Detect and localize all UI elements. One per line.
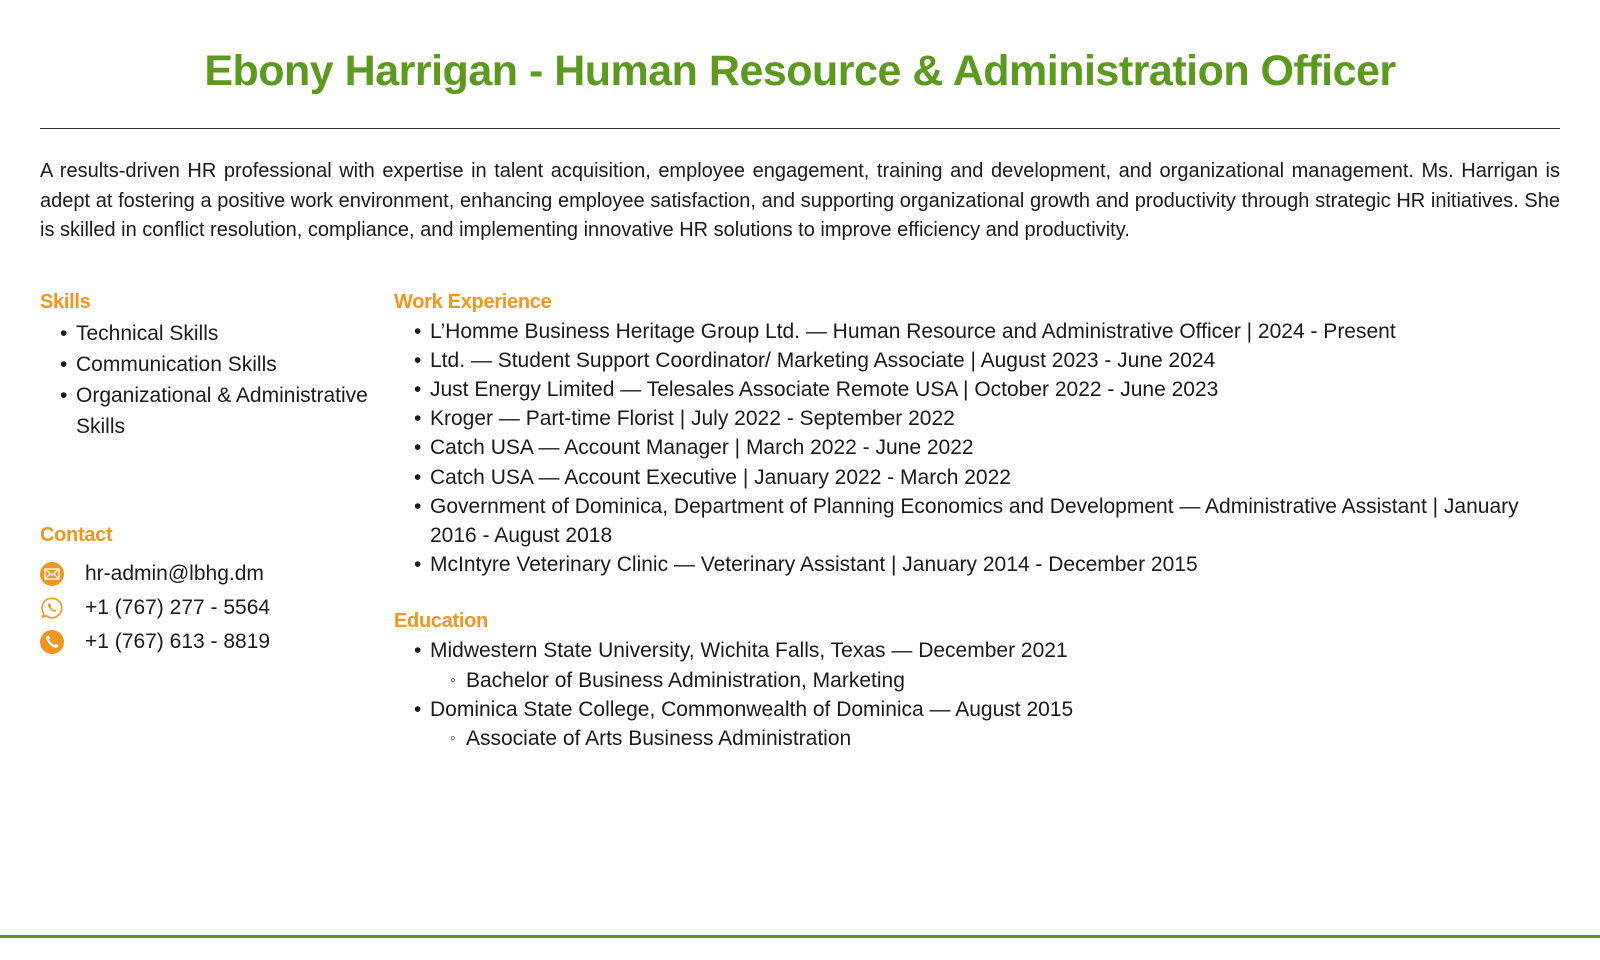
education-degree: ◦ Bachelor of Business Administration, Marketing xyxy=(430,666,1560,695)
whatsapp-icon xyxy=(40,596,64,620)
page-title: Ebony Harrigan - Human Resource & Administration Officer xyxy=(204,47,1396,95)
footer-accent-bar xyxy=(0,935,1600,938)
right-column xyxy=(394,289,1560,754)
education-sublist xyxy=(430,724,1560,753)
summary-paragraph: A results-driven HR professional with expertise in talent acquisition, employee engagement, training and development, and organizational management. Ms. Harrigan is adept at fostering a positive work environment, enhancing employee satisfaction, and supporting organizational growth and productivity through strategic HR initiatives. She is skilled in conflict resolution, compliance, and implementing innovative HR solutions to improve efficiency and productivity. xyxy=(40,160,1560,241)
education-item xyxy=(394,636,1560,694)
education-list xyxy=(394,636,1560,753)
education-school: Midwestern State University, Wichita Falls, Texas — December 2021 xyxy=(430,639,1068,663)
mail-icon xyxy=(40,562,64,586)
work-experience-heading: Work Experience xyxy=(394,290,552,313)
work-item: • L’Homme Business Heritage Group Ltd. — Human Resource and Administrative Officer | 2024 - Present xyxy=(394,317,1560,346)
contact-heading: Contact xyxy=(40,523,113,546)
education-degree: ◦ Associate of Arts Business Administration xyxy=(430,724,1560,753)
education-sublist xyxy=(430,666,1560,695)
email-address[interactable]: hr-admin@lbhg.dm xyxy=(85,561,264,585)
education-school: Dominica State College, Commonwealth of Dominica — August 2015 xyxy=(430,697,1074,721)
work-item: • Catch USA — Account Executive | January 2022 - March 2022 xyxy=(394,463,1560,492)
resume-page xyxy=(40,0,1560,960)
work-item: • Just Energy Limited — Telesales Associate Remote USA | October 2022 - June 2023 xyxy=(394,375,1560,404)
contact-email[interactable] xyxy=(40,557,394,591)
skill-item: • Technical Skills xyxy=(40,318,394,349)
education-item xyxy=(394,695,1560,753)
education-heading: Education xyxy=(394,610,488,633)
work-item: • Government of Dominica, Department of Planning Economics and Development — Administrative Assistant | January 2016 - August 2018 xyxy=(394,492,1560,550)
work-experience-list xyxy=(394,317,1560,580)
whatsapp-number[interactable]: +1 (767) 277 - 5564 xyxy=(85,595,271,619)
work-item: • Catch USA — Account Manager | March 2022 - June 2022 xyxy=(394,433,1560,462)
skills-list xyxy=(40,318,394,442)
work-item: • Kroger — Part-time Florist | July 2022 - September 2022 xyxy=(394,404,1560,433)
skill-item: • Communication Skills xyxy=(40,349,394,380)
phone-number[interactable]: +1 (767) 613 - 8819 xyxy=(85,629,271,653)
header-divider xyxy=(40,128,1560,129)
left-column xyxy=(40,289,394,754)
work-item: • Ltd. — Student Support Coordinator/ Marketing Associate | August 2023 - June 2024 xyxy=(394,346,1560,375)
work-item: • McIntyre Veterinary Clinic — Veterinary Assistant | January 2014 - December 2015 xyxy=(394,550,1560,579)
content-columns xyxy=(40,289,1560,754)
skill-item: • Organizational & Administrative Skills xyxy=(40,380,394,442)
contact-whatsapp[interactable] xyxy=(40,591,394,625)
contact-list xyxy=(40,557,394,659)
contact-phone[interactable] xyxy=(40,625,394,659)
skills-heading: Skills xyxy=(40,290,91,313)
phone-icon xyxy=(40,630,64,654)
